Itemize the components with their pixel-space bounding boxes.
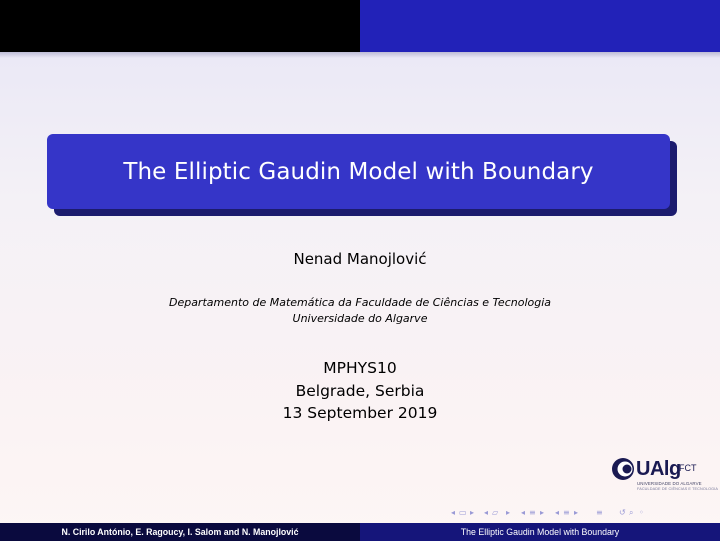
author-name: Nenad Manojlović [293,250,427,268]
institution-line-2: Universidade do Algarve [292,312,428,325]
header-bar [0,0,720,52]
prev-section-arrow-icon[interactable]: ◂ [521,508,526,517]
logo-subtitle-2: FACULDADE DE CIÊNCIAS E TECNOLOGIA [637,487,718,491]
institution [0,295,720,327]
header-right-panel [360,0,720,52]
conference-date: 13 September 2019 [282,404,438,422]
prev-subsection-arrow-icon[interactable]: ◂ [484,508,489,517]
conference-location: Belgrade, Serbia [295,381,425,400]
next-document-arrow-icon[interactable]: ▸ [574,508,579,517]
zoom-icon[interactable]: ⌕ [629,508,634,517]
beamer-navigation-symbols [451,506,711,522]
slide-title: The Elliptic Gaudin Model with Boundary [123,158,594,185]
title-block [47,134,670,209]
institution-line-1: Departamento de Matemática da Faculdade de Ciências e Tecnologia [168,296,552,309]
next-section-arrow-icon[interactable]: ▸ [540,508,545,517]
footer-authors: N. Cirilo António, E. Ragoucy, I. Salom and N. Manojlović [61,527,299,537]
search-icon[interactable]: ↺ [619,508,626,517]
ualg-logo [611,457,718,497]
prev-frame-arrow-icon[interactable]: ◂ [451,508,456,517]
header-shadow [0,52,720,58]
appendix-icon[interactable]: ≡ [596,508,603,517]
logo-subtitle-1: UNIVERSIDADE DO ALGARVE [637,481,702,486]
conference-name: MPHYS10 [323,359,397,377]
next-subsection-arrow-icon[interactable]: ▸ [506,508,511,517]
fit-page-icon[interactable]: ◦ [639,508,644,517]
section-icon[interactable]: ≡ [529,508,536,517]
frame-icon[interactable]: ▭ [459,508,467,517]
subsection-icon[interactable]: ▱ [492,508,499,517]
document-icon[interactable]: ≡ [563,508,570,517]
logo-suffix: FCT [679,463,697,473]
next-frame-arrow-icon[interactable]: ▸ [470,508,475,517]
footer-bar [0,523,720,541]
ualg-logo-mark-icon [611,457,635,481]
header-left-panel [0,0,360,52]
footer-title: The Elliptic Gaudin Model with Boundary [460,527,620,537]
footer-left-panel [0,523,360,541]
prev-document-arrow-icon[interactable]: ◂ [555,508,560,517]
footer-right-panel [360,523,720,541]
logo-name: UAlg [636,458,681,480]
title-box [47,134,670,209]
conference-info [0,357,720,425]
